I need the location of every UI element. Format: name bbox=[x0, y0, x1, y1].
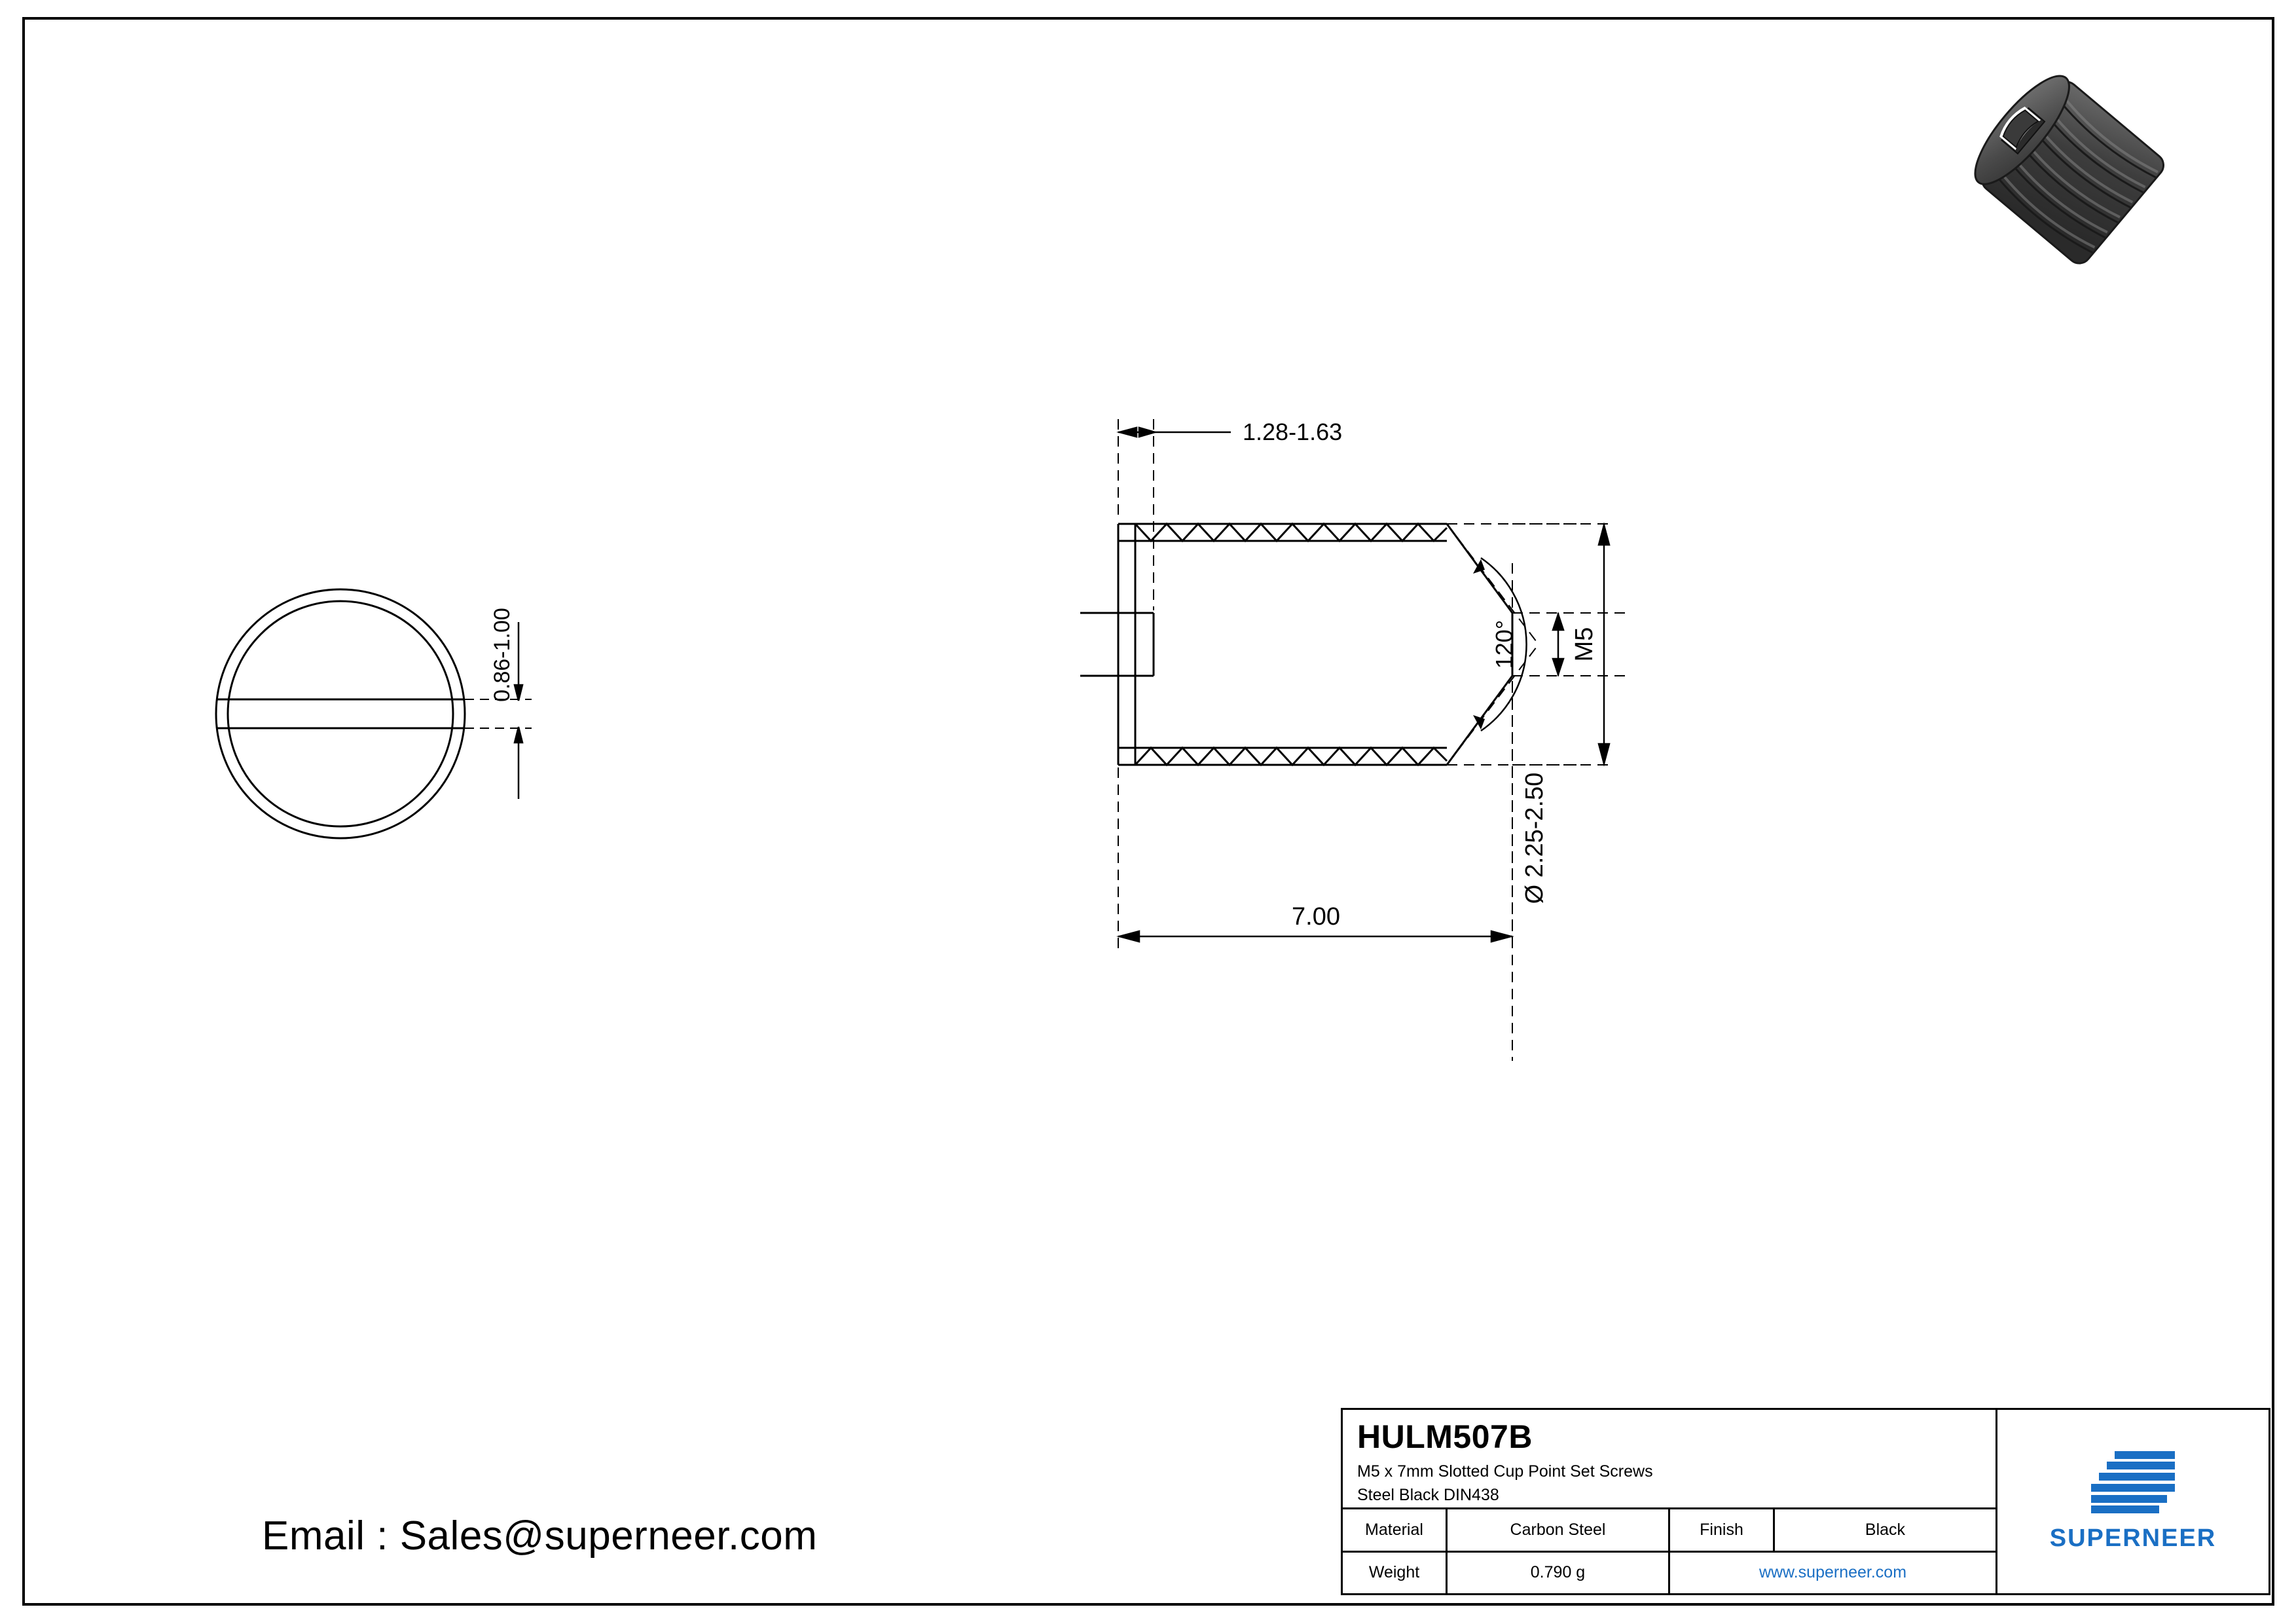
material-label: Material bbox=[1343, 1509, 1448, 1551]
front-view-svg bbox=[196, 458, 642, 917]
thread-designation-text: M5 bbox=[1571, 627, 1598, 662]
slot-width-dimension-text: 0.86-1.00 bbox=[490, 608, 515, 702]
part-number: HULM507B bbox=[1357, 1418, 1533, 1455]
email-text: Email : Sales@superneer.com bbox=[262, 1513, 818, 1559]
weight-label: Weight bbox=[1343, 1553, 1448, 1594]
inner-circle bbox=[228, 601, 453, 826]
website-link[interactable]: www.superneer.com bbox=[1758, 1563, 1907, 1582]
point-angle-text: 120° bbox=[1491, 619, 1518, 669]
finish-value: Black bbox=[1865, 1520, 1906, 1539]
brand-name: SUPERNEER bbox=[2049, 1524, 2217, 1552]
brand-logo bbox=[1997, 1410, 2269, 1593]
length-text: 7.00 bbox=[1292, 903, 1340, 931]
material-finish-row bbox=[1343, 1509, 1995, 1553]
material-value: Carbon Steel bbox=[1448, 1509, 1670, 1551]
front-end-view bbox=[196, 458, 642, 917]
part-description-line2: Steel Black DIN438 bbox=[1357, 1485, 1499, 1504]
length-dimension bbox=[1118, 931, 1512, 942]
cup-diameter-text: Ø 2.25-2.50 bbox=[1521, 772, 1548, 904]
outer-circle bbox=[216, 589, 465, 838]
weight-website-row bbox=[1343, 1553, 1995, 1594]
cup-dia-dimension bbox=[1553, 613, 1563, 676]
isometric-screw-render bbox=[1925, 26, 2239, 314]
slot-depth-text: 1.28-1.63 bbox=[1243, 418, 1343, 445]
iso-screw-svg bbox=[1925, 26, 2239, 314]
title-block-header bbox=[1343, 1410, 1995, 1509]
part-description-line1: M5 x 7mm Slotted Cup Point Set Screws bbox=[1357, 1462, 1653, 1481]
thread-profile-bottom bbox=[1135, 748, 1447, 765]
finish-label: Finish bbox=[1670, 1509, 1775, 1551]
thread-profile-top bbox=[1135, 524, 1447, 541]
side-profile-view bbox=[1080, 406, 1813, 1100]
logo-icon bbox=[2091, 1451, 2175, 1514]
weight-value: 0.790 g bbox=[1448, 1553, 1670, 1594]
side-view-svg bbox=[1080, 406, 1813, 1100]
slot-depth-dimension bbox=[1118, 428, 1231, 437]
title-block-left bbox=[1343, 1410, 1997, 1593]
title-block bbox=[1341, 1408, 2270, 1595]
